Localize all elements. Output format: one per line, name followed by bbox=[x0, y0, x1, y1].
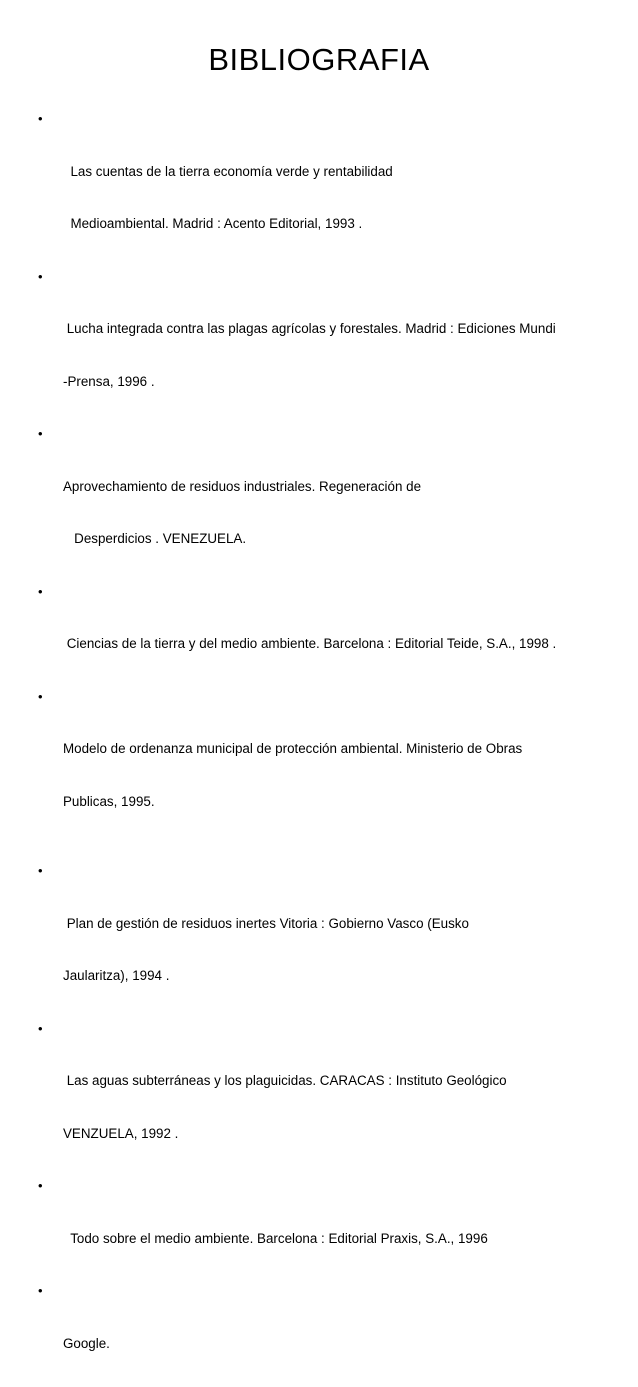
item-text-line: Las cuentas de la tierra economía verde y rentabilidad bbox=[63, 163, 393, 179]
item-text-line: Todo sobre el medio ambiente. Barcelona : Editorial Praxis, S.A., 1996 bbox=[63, 1230, 488, 1246]
item-text-line: Jaularitza), 1994 . bbox=[63, 968, 170, 983]
item-text-line: Publicas, 1995. bbox=[63, 793, 155, 809]
item-text-line: -Prensa, 1996 . bbox=[63, 373, 155, 389]
bibliography-item bbox=[0, 268, 608, 426]
bullet-icon: • bbox=[38, 1020, 43, 1036]
bullet-icon: • bbox=[38, 1283, 43, 1298]
bullet-icon: • bbox=[38, 111, 43, 126]
bullet-icon: • bbox=[38, 583, 43, 599]
item-text-line: Plan de gestión de residuos inertes Vitoria : Gobierno Vasco (Eusko bbox=[63, 915, 469, 931]
item-text-line: VENZUELA, 1992 . bbox=[63, 1125, 179, 1141]
bullet-icon: • bbox=[38, 863, 43, 878]
item-text-line: Google. bbox=[63, 1335, 110, 1351]
item-text-line: Modelo de ordenanza municipal de protección ambiental. Ministerio de Obras bbox=[63, 741, 523, 756]
bibliography-item bbox=[0, 425, 608, 583]
bullet-icon: • bbox=[38, 268, 43, 284]
bibliography-item bbox=[0, 583, 608, 688]
item-text-line: Ciencias de la tierra y del medio ambiente. Barcelona : Editorial Teide, S.A., 1998 . bbox=[63, 636, 557, 651]
bibliography-item bbox=[0, 1020, 608, 1178]
bibliography-item bbox=[0, 1177, 608, 1282]
item-text-line: Aprovechamiento de residuos industriales. Regeneración de bbox=[63, 478, 422, 494]
bibliography-item bbox=[0, 110, 608, 268]
bullet-icon: • bbox=[38, 1178, 43, 1193]
item-text-line: Desperdicios . VENEZUELA. bbox=[63, 531, 247, 546]
bibliography-item bbox=[0, 1282, 608, 1387]
bullet-icon: • bbox=[38, 426, 43, 441]
item-text-line: Las aguas subterráneas y los plaguicidas. CARACAS : Instituto Geológico bbox=[63, 1073, 507, 1088]
bibliography-item bbox=[0, 862, 608, 1020]
bibliography-list bbox=[0, 110, 638, 1387]
bullet-icon: • bbox=[38, 688, 43, 704]
item-text-line: Medioambiental. Madrid : Acento Editorial, 1993 . bbox=[63, 216, 363, 231]
item-text-line: Lucha integrada contra las plagas agrícolas y forestales. Madrid : Ediciones Mundi bbox=[63, 321, 556, 336]
bibliography-item bbox=[0, 688, 608, 846]
slide-title: BIBLIOGRAFIA bbox=[208, 42, 430, 77]
